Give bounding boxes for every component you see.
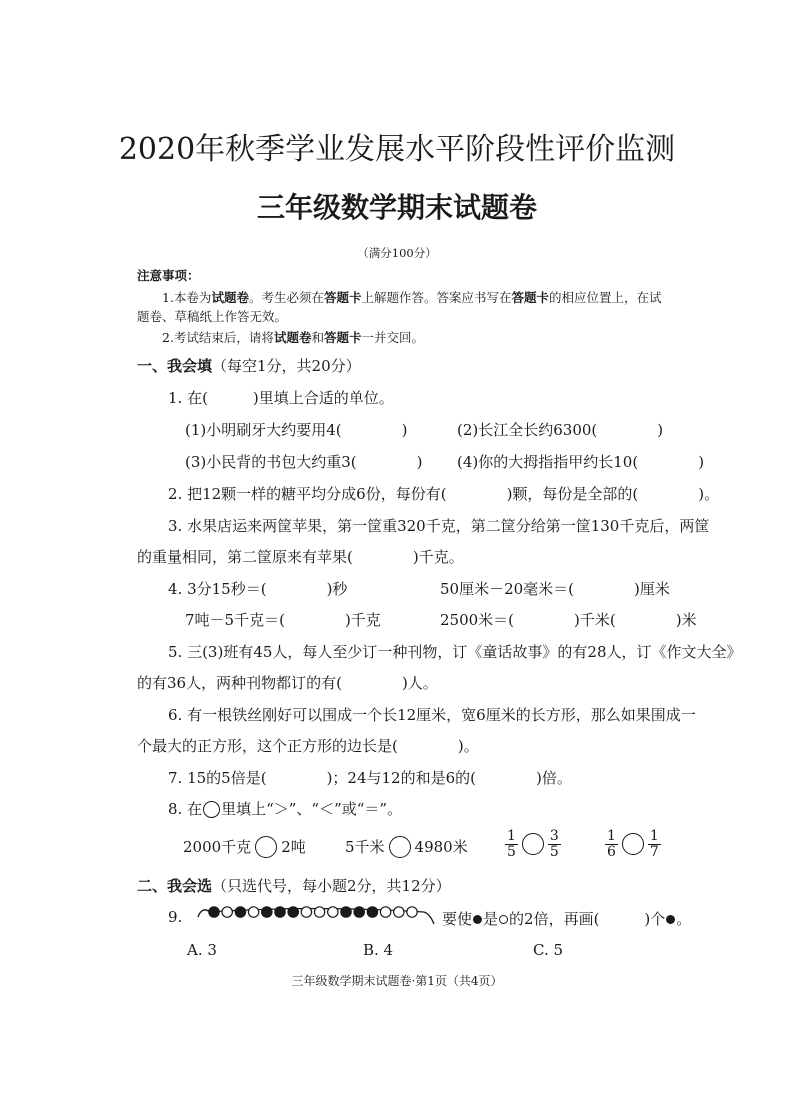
question-9-text: 要使 是 的2倍，再画( )个 。 bbox=[442, 910, 692, 928]
question-6-line-1: 6. 有一根铁丝刚好可以围成一个长12厘米，宽6厘米的长方形，那么如果围成一 bbox=[168, 706, 696, 724]
question-4-d: 2500米＝( )千米( )米 bbox=[440, 611, 697, 629]
question-3-line-1: 3. 水果店运来两筐苹果，第一筐重320千克，第二筐分给第一筐130千克后，两筐 bbox=[168, 517, 710, 535]
compare-item-1: 2000千克 2吨 bbox=[183, 838, 306, 856]
option-c: C. 5 bbox=[533, 941, 564, 959]
answer-circle-2 bbox=[389, 836, 411, 858]
compare-circle-icon bbox=[203, 801, 220, 818]
black-bead bbox=[367, 907, 377, 917]
answer-circle-1 bbox=[255, 836, 277, 858]
section-2-heading: 二、我会选（只选代号，每小题2分，共12分） bbox=[137, 877, 451, 895]
white-bead-icon bbox=[499, 915, 508, 924]
black-bead bbox=[341, 907, 351, 917]
question-8-stem: 8. 在 里填上“＞”、“＜”或“＝”。 bbox=[168, 800, 403, 818]
white-bead bbox=[314, 907, 324, 917]
white-bead bbox=[248, 907, 258, 917]
black-bead bbox=[275, 907, 285, 917]
compare-item-3: $\frac{1}{5}$ $\frac{3}{5}$ bbox=[507, 828, 559, 860]
notes-heading: 注意事项： bbox=[137, 268, 200, 283]
question-3-line-2: 的重量相同，第二筐原来有苹果( )千克。 bbox=[137, 548, 464, 566]
compare-item-2: 5千米 4980米 bbox=[345, 838, 468, 856]
question-1-part-1: (1)小明刷牙大约要用4( ) bbox=[185, 421, 408, 439]
white-bead bbox=[328, 907, 338, 917]
note-1-line-1: 1.本卷为试题卷。考生必须在答题卡上解题作答。答案应书写在答题卡的相应位置上，在试 bbox=[162, 290, 662, 305]
note-2: 2.考试结束后，请将试题卷和答题卡一并交回。 bbox=[162, 330, 424, 345]
note-1-line-2: 题卷、草稿纸上作答无效。 bbox=[137, 309, 288, 324]
question-4-b: 50厘米－20毫米＝( )厘米 bbox=[440, 580, 670, 598]
option-a: A. 3 bbox=[187, 941, 217, 959]
question-6-line-2: 个最大的正方形，这个正方形的边长是( )。 bbox=[137, 737, 479, 755]
question-9-number: 9. bbox=[168, 908, 183, 926]
question-1-stem: 1. 在( )里填上合适的单位。 bbox=[168, 389, 394, 407]
page-footer: 三年级数学期末试题卷·第1页（共4页） bbox=[291, 974, 503, 988]
question-1-part-2: (2)长江全长约6300( ) bbox=[457, 421, 664, 439]
black-bead bbox=[354, 907, 364, 917]
compare-item-4: $\frac{1}{6}$ $\frac{1}{7}$ bbox=[607, 828, 659, 860]
black-bead bbox=[288, 907, 298, 917]
white-bead bbox=[407, 907, 417, 917]
white-bead bbox=[380, 907, 390, 917]
black-bead bbox=[262, 907, 272, 917]
white-bead bbox=[301, 907, 311, 917]
black-bead-icon bbox=[473, 915, 482, 924]
question-4-a: 4. 3分15秒＝( )秒 bbox=[168, 580, 348, 598]
answer-circle-3 bbox=[522, 833, 544, 855]
black-bead bbox=[209, 907, 219, 917]
answer-circle-4 bbox=[622, 833, 644, 855]
full-score-note: （满分100分） bbox=[357, 246, 437, 260]
white-bead bbox=[222, 907, 232, 917]
black-bead-icon bbox=[666, 915, 675, 924]
question-5-line-1: 5. 三(3)班有45人，每人至少订一种刊物，订《童话故事》的有28人，订《作文大全》 bbox=[168, 643, 742, 661]
exam-subtitle: 三年级数学期末试题卷 bbox=[256, 191, 537, 224]
section-1-heading: 一、我会填（每空1分，共20分） bbox=[137, 357, 361, 375]
exam-title: 2020年秋季学业发展水平阶段性评价监测 bbox=[118, 132, 676, 167]
bead-string-figure bbox=[196, 902, 436, 928]
black-bead bbox=[235, 907, 245, 917]
question-7: 7. 15的5倍是( )；24与12的和是6的( )倍。 bbox=[168, 769, 572, 787]
option-b: B. 4 bbox=[363, 941, 394, 959]
question-2: 2. 把12颗一样的糖平均分成6份，每份有( )颗，每份是全部的( )。 bbox=[168, 485, 720, 503]
question-1-part-3: (3)小民背的书包大约重3( ) bbox=[185, 453, 423, 471]
question-1-part-4: (4)你的大拇指指甲约长10( ) bbox=[457, 453, 705, 471]
white-bead bbox=[394, 907, 404, 917]
question-4-c: 7吨－5千克＝( )千克 bbox=[185, 611, 381, 629]
question-5-line-2: 的有36人，两种刊物都订的有( )人。 bbox=[137, 674, 438, 692]
